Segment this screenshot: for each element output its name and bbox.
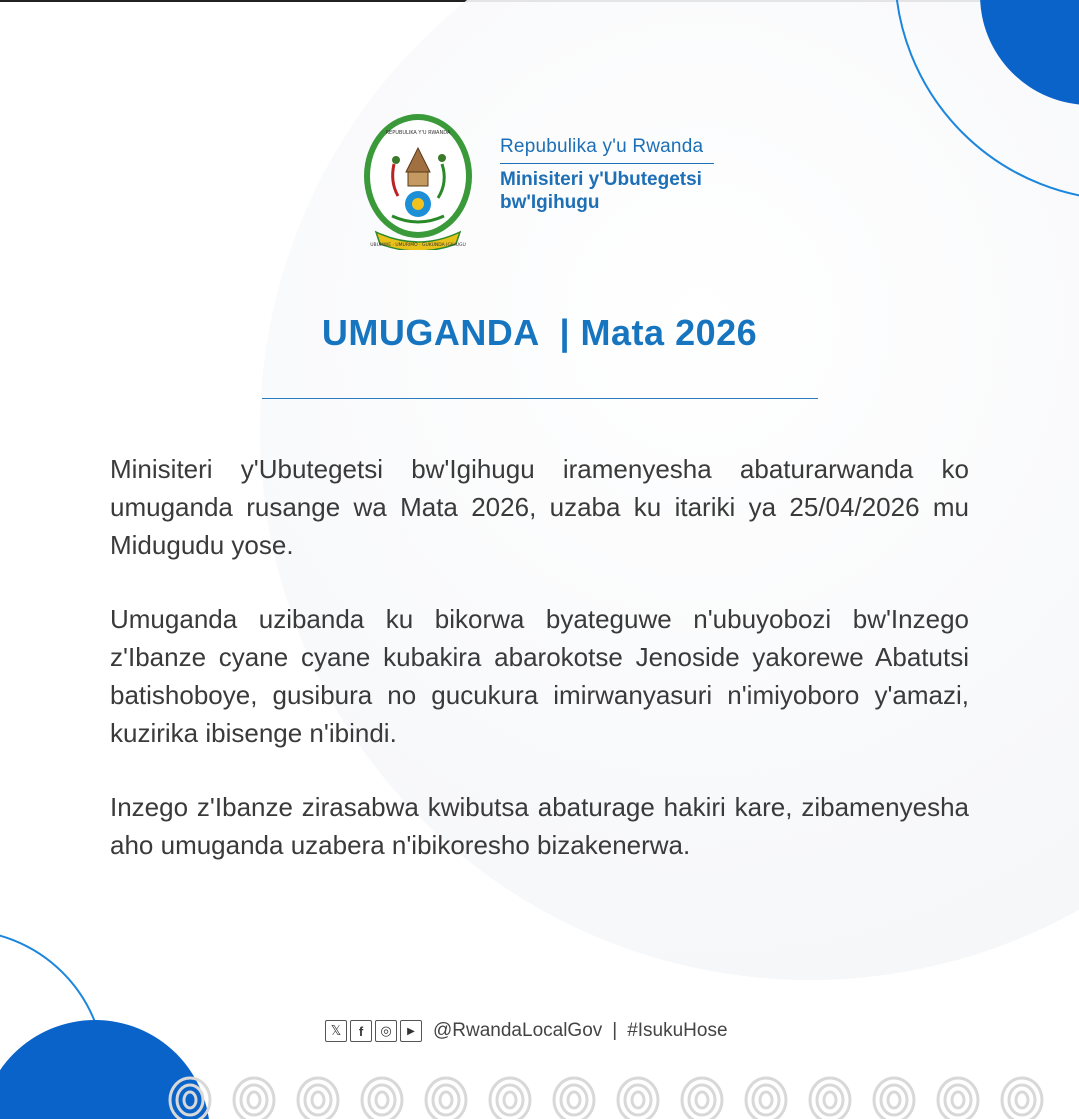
- decorative-pattern: [160, 1076, 1079, 1119]
- pattern-ring: [1016, 1092, 1028, 1108]
- pattern-ring: [561, 1085, 587, 1115]
- pattern-ring: [945, 1085, 971, 1115]
- x-icon[interactable]: 𝕏: [325, 1020, 347, 1042]
- pattern-ring: [369, 1085, 395, 1115]
- announcement-body: [110, 450, 969, 900]
- pattern-ring: [696, 1092, 708, 1108]
- pattern-ring: [817, 1085, 843, 1115]
- footer-separator: |: [612, 1020, 618, 1041]
- social-footer: [325, 1016, 728, 1046]
- pattern-ring: [241, 1085, 267, 1115]
- pattern-ring: [305, 1085, 331, 1115]
- pattern-ring: [504, 1092, 516, 1108]
- pattern-ring: [440, 1092, 452, 1108]
- youtube-icon[interactable]: ▶: [400, 1020, 422, 1042]
- instagram-icon[interactable]: ◎: [375, 1020, 397, 1042]
- svg-text:REPUBULIKA Y'U RWANDA: REPUBULIKA Y'U RWANDA: [385, 130, 451, 136]
- pattern-ring: [888, 1092, 900, 1108]
- pattern-ring: [497, 1085, 523, 1115]
- facebook-icon[interactable]: f: [350, 1020, 372, 1042]
- social-handle[interactable]: @RwandaLocalGov: [433, 1020, 603, 1041]
- pattern-ring: [184, 1092, 196, 1108]
- coat-of-arms-icon: [362, 112, 474, 250]
- ministry-header: [362, 112, 782, 252]
- paragraph: Inzego z'Ibanze zirasabwa kwibutsa abaturage hakiri kare, zibamenyesha aho umuganda uzabera n'ibikoresho bizakenerwa.: [110, 792, 969, 860]
- paragraph: Umuganda uzibanda ku bikorwa byateguwe n'ubuyobozi bw'Inzego z'Ibanze cyane cyane kubakira abarokotse Jenoside yakorewe Abatutsi batishoboye, gusibura no gucukura imirwanyasuri n'imiyoboro y'amazi, kuzirika ibisenge n'ibindi.: [110, 604, 969, 748]
- pattern-ring: [625, 1085, 651, 1115]
- pattern-ring: [689, 1085, 715, 1115]
- pattern-ring: [177, 1085, 203, 1115]
- pattern-ring: [433, 1085, 459, 1115]
- pattern-ring: [632, 1092, 644, 1108]
- title-divider: [262, 398, 818, 399]
- pattern-ring: [312, 1092, 324, 1108]
- pattern-ring: [376, 1092, 388, 1108]
- ministry-name-line2: bw'Igihugu: [500, 192, 600, 213]
- pattern-ring: [1009, 1085, 1035, 1115]
- pattern-ring: [753, 1085, 779, 1115]
- pattern-ring: [881, 1085, 907, 1115]
- brand-divider: [500, 163, 714, 164]
- pattern-ring: [248, 1092, 260, 1108]
- page-title: UMUGANDA | Mata 2026: [321, 312, 758, 353]
- hashtag[interactable]: #IsukuHose: [627, 1020, 728, 1041]
- pattern-ring: [568, 1092, 580, 1108]
- paragraph: Minisiteri y'Ubutegetsi bw'Igihugu iramenyesha abaturarwanda ko umuganda rusange wa Mata 2026, uzaba ku itariki ya 25/04/2026 mu Midugudu yose.: [110, 454, 969, 560]
- ministry-name-line1: Minisiteri y'Ubutegetsi: [500, 169, 702, 190]
- republic-name: Repubulika y'u Rwanda: [500, 136, 704, 157]
- svg-text:UBUMWE · UMURIMO · GUKUNDA IGI: UBUMWE · UMURIMO · GUKUNDA IGIHUGU: [370, 243, 466, 248]
- pattern-ring: [952, 1092, 964, 1108]
- pattern-ring: [760, 1092, 772, 1108]
- pattern-ring: [824, 1092, 836, 1108]
